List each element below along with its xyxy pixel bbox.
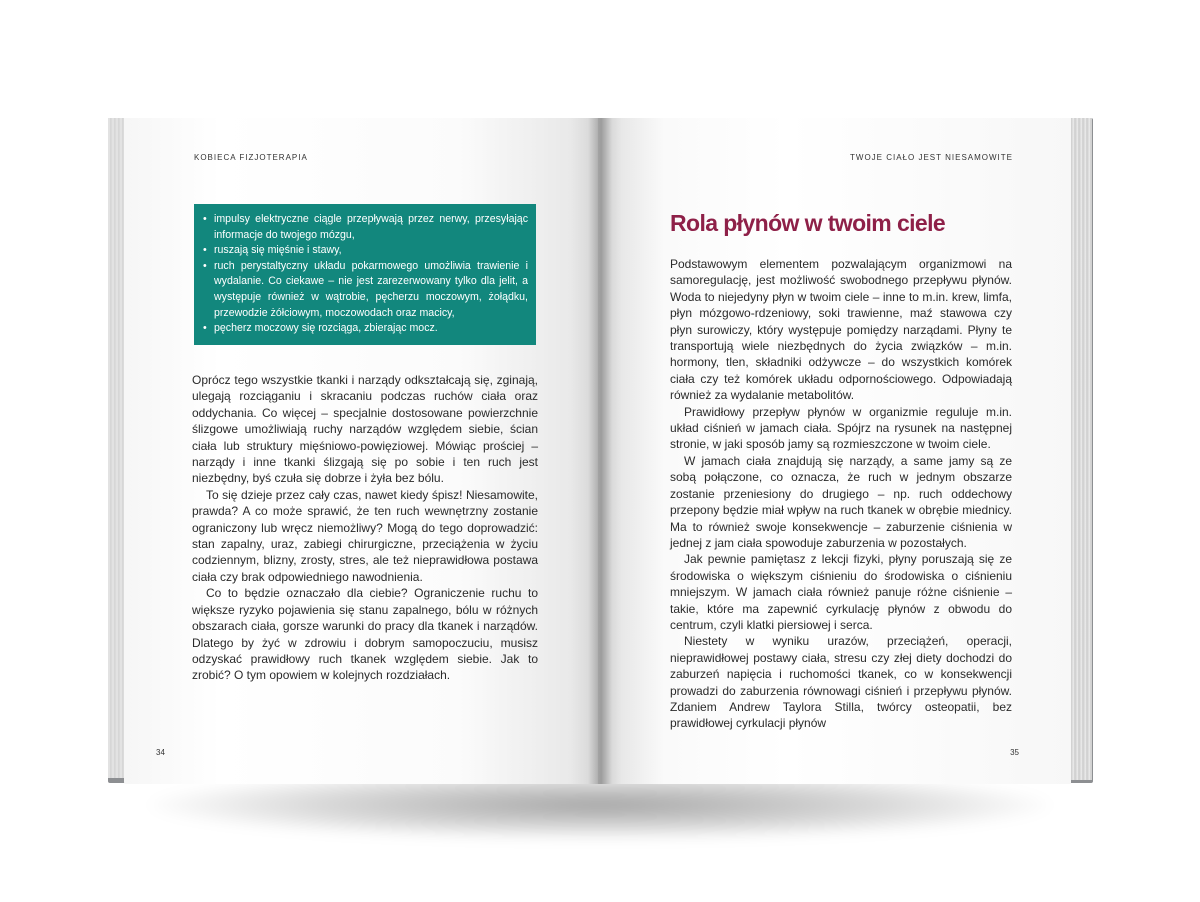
book-gutter (588, 118, 612, 784)
paragraph: To się dzieje przez cały czas, nawet kiedy śpisz! Niesamowite, prawda? A co może sprawić, że ten ruch wewnętrzny zostanie ograniczony lub wręcz niemożliwy? Mogą do tego doprowadzić: stan zapalny, uraz, zabiegi chirurgiczne, przeciążenia w życiu codziennym, blizny, zrosty, stres, ale też nieprawidłowa postawa ciała czy brak odpowiedniego nawodnienia. (192, 487, 538, 584)
paragraph: Co to będzie oznaczało dla ciebie? Ograniczenie ruchu to większe ryzyko pojawienia się stanu zapalnego, bólu w różnych obszarach ciała, gorsze warunki do pracy dla tkanek i narządów. Dlatego by żyć w zdrowiu i dobrym samopoczuciu, musisz odzyskać prawidłowy ruch tkanek względem siebie. Jak to zrobić? O tym opowiem w kolejnych rozdziałach. (192, 586, 538, 683)
page-edges-right (1068, 118, 1092, 780)
bullet-item: • ruch perystaltyczny układu pokarmowego umożliwia trawienie i wydalanie. Co ciekawe – nie jest zarezerwowany tylko dla jelit, a występuje również w wątrobie, pęcherzu moczowym, żołądku, przewodzie żółciowym, moczowodach oraz macicy, (214, 259, 528, 321)
paragraph: W jamach ciała znajdują się narządy, a same jamy są ze sobą połączone, co oznacza, że ruch w jednym obszarze zostanie przeniesiony do drugiego – np. ruch oddechowy przepony będzie miał wpływ na ruch tkanek w obrębie miednicy. Ma to również swoje konsekwencje – zaburzenie ciśnienia w jednej z jam ciała spowoduje zaburzenia w pozostałych. (670, 453, 1012, 550)
paragraph: Jak pewnie pamiętasz z lekcji fizyki, płyny poruszają się ze środowiska o większym ciśnieniu do środowiska o ciśnieniu mniejszym. W jamach ciała również panuje różne ciśnienie – takie, które ma zapewnić cyrkulację płynów z obwodu do centrum, czyli klatki piersiowej i serca. (670, 552, 1012, 632)
chapter-title: Rola płynów w twoim ciele (670, 210, 946, 236)
bullet-item: • pęcherz moczowy się rozciąga, zbierając mocz. (214, 321, 528, 337)
bullet-list (194, 212, 536, 337)
paragraph: Oprócz tego wszystkie tkanki i narządy odkształcają się, zginają, ulegają rozciąganiu i skracaniu podczas ruchów ciała oraz oddychania. Co więcej – specjalnie dostosowane powierzchnie ślizgowe umożliwiają ruchy narządów względem siebie, ścian ciała lub struktury mięśniowo-powięziowej. Mówiąc prościej – narządy i inne tkanki ślizgają się po sobie i ten ruch jest niezbędny, byś czuła się dobrze i żyła bez bólu. (192, 373, 538, 486)
bullet-item: • ruszają się mięśnie i stawy, (214, 243, 528, 259)
bullet-item: • impulsy elektryczne ciągle przepływają przez nerwy, przesyłając informacje do twojego mózgu, (214, 212, 528, 243)
right-body-text (670, 256, 1012, 732)
page-number-right: 35 (1010, 748, 1019, 757)
left-body-text (192, 372, 538, 684)
running-head-left: KOBIECA FIZJOTERAPIA (194, 153, 308, 162)
paragraph: Podstawowym elementem pozwalającym organizmowi na samoregulację, jest możliwość swobodnego przepływu płynów. Woda to niejedyny płyn w twoim ciele – inne to m.in. krew, limfa, płyn mózgowo-rdzeniowy, soki trawienne, maź stawowa czy płyn surowiczy, który występuje pomiędzy narządami. Płyny te transportują wiele niezbędnych do życia związków – m.in. hormony, tlen, składniki odżywcze – do wszystkich komórek ciała czy też komórek układu odpornościowego. Odpowiadają również za wydalanie metabolitów. (670, 257, 1012, 403)
highlight-box (194, 204, 536, 345)
paragraph: Niestety w wyniku urazów, przeciążeń, operacji, nieprawidłowej postawy ciała, stresu czy złej diety dochodzi do zaburzeń napięcia i ruchomości tkanek, co w konsekwencji prowadzi do zaburzenia równowagi ciśnień i przepływu płynów. Zdaniem Andrew Taylora Stilla, twórcy osteopatii, bez prawidłowej cyrkulacji płynów (670, 634, 1012, 731)
right-page (598, 118, 1071, 784)
paragraph: Prawidłowy przepływ płynów w organizmie reguluje m.in. układ ciśnień w jamach ciała. Spójrz na rysunek na następnej stronie, w jaki sposób jamy są rozmieszczone w twoim ciele. (670, 404, 1012, 452)
page-number-left: 34 (156, 748, 165, 757)
running-head-right: TWOJE CIAŁO JEST NIESAMOWITE (850, 153, 1013, 162)
left-page (124, 118, 604, 784)
